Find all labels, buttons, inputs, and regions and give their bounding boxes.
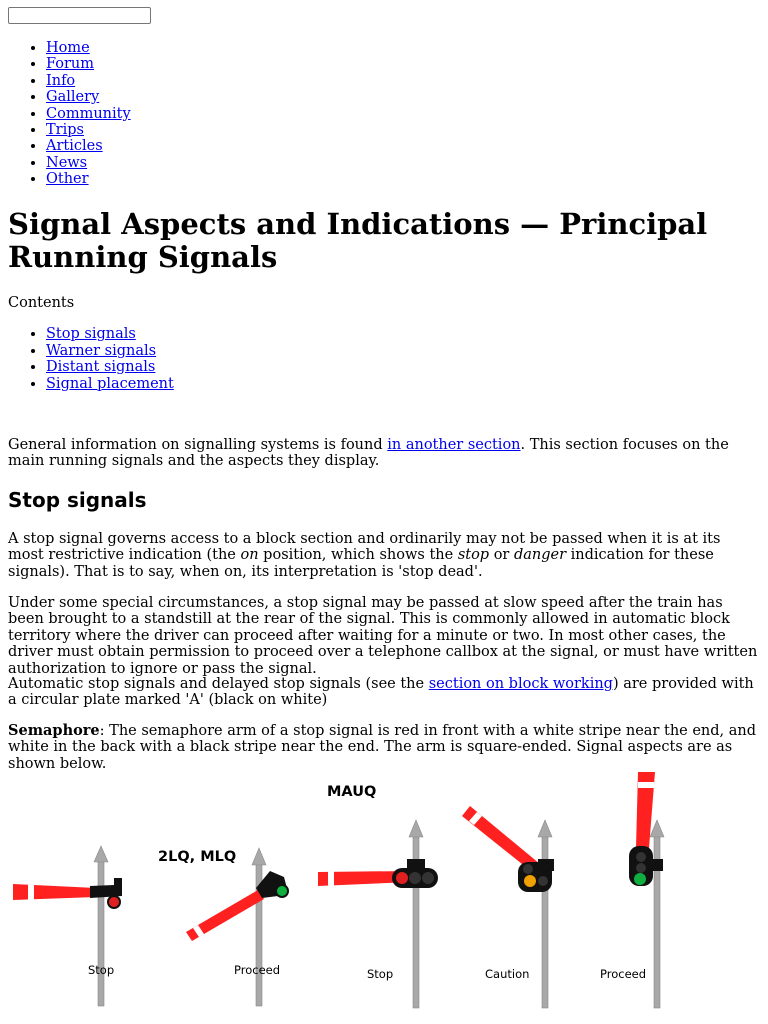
- signal-label: Caution: [485, 967, 530, 981]
- signal-label: Proceed: [234, 963, 281, 977]
- nav-item-articles: [46, 138, 131, 154]
- toc-item: [46, 343, 174, 360]
- p1-em-danger: danger: [513, 547, 567, 564]
- nav-item-info: [46, 73, 131, 89]
- nav-item-news: [46, 155, 131, 171]
- unlit-lamp: [636, 852, 646, 862]
- unlit-lamp: [636, 863, 646, 873]
- mast-finial: [252, 848, 266, 865]
- signal-label: Stop: [367, 967, 394, 981]
- group-label-mauq: MAUQ: [327, 784, 377, 800]
- green-lamp: [276, 885, 288, 897]
- mast-finial: [538, 820, 552, 837]
- toc-item: [46, 359, 174, 376]
- red-lamp: [396, 872, 408, 884]
- main-nav: [0, 40, 131, 188]
- nav-link-gallery[interactable]: Gallery: [46, 89, 100, 106]
- nav-link-info[interactable]: Info: [46, 72, 76, 89]
- nav-item-home: [46, 40, 131, 56]
- stop-paragraph-1: [8, 531, 760, 580]
- page-title: Signal Aspects and Indications — Principal Running Signals: [8, 207, 708, 274]
- nav-item-other: [46, 171, 131, 187]
- arm-stripe: [28, 885, 34, 900]
- lamp-housing: [518, 862, 552, 892]
- semaphore-diagram: [0, 768, 768, 1024]
- semaphore-signal-caution: [462, 806, 554, 1008]
- nav-link-home[interactable]: Home: [46, 40, 90, 56]
- semaphore-signal-proceed-2: [600, 772, 664, 1008]
- semaphore-signal-proceed-1: [186, 848, 288, 1006]
- nav-item-gallery: [46, 89, 131, 105]
- nav-item-forum: [46, 56, 131, 72]
- p1-text-a: A stop signal governs access to a block section and ordinarily may not be passed when it is at its most restrictive indication (the: [8, 531, 721, 564]
- search-input[interactable]: [8, 7, 151, 24]
- p1-em-on: on: [240, 547, 259, 564]
- toc-item: [46, 326, 174, 343]
- signal-label: Stop: [88, 963, 115, 977]
- p3-text-after: ) are provided with a circular plate marked 'A' (black on white): [8, 676, 754, 709]
- nav-link-other[interactable]: Other: [46, 171, 89, 188]
- intro-text-after: . This section focuses on the main running signals and the aspects they display.: [8, 437, 729, 470]
- p1-text-d: indication for these signals). That is to say, when on, its interpretation is 'stop dead'.: [8, 547, 714, 580]
- toc-item: [46, 376, 174, 393]
- table-of-contents: [0, 326, 174, 392]
- nav-item-community: [46, 106, 131, 122]
- arm-stripe: [328, 872, 334, 886]
- spectacle-plate: [90, 878, 122, 898]
- nav-link-forum[interactable]: Forum: [46, 56, 95, 73]
- stop-paragraph-3: [8, 676, 760, 709]
- signal-arm: [13, 884, 96, 900]
- signal-label: Proceed: [600, 967, 647, 981]
- unlit-lamp: [523, 864, 533, 874]
- toc-link-stop-signals[interactable]: Stop signals: [46, 326, 136, 342]
- stop-paragraph-2: Under some special circumstances, a stop signal may be passed at slow speed after the train has been brought to a standstill at the rear of the signal. This is commonly allowed in automatic block territory where the driver can proceed after waiting for a minute or two. In most other cases, the driver must obtain permission to proceed over a telephone callbox at the signal, or must have written authorization to ignore or pass the signal.: [8, 595, 758, 677]
- red-lamp: [108, 896, 120, 908]
- toc-link-warner-signals[interactable]: Warner signals: [46, 342, 157, 359]
- toc-label: Contents: [8, 295, 75, 311]
- mast-finial: [409, 820, 423, 837]
- arm-stripe: [638, 782, 654, 788]
- amber-lamp: [524, 875, 536, 887]
- p1-em-stop: stop: [457, 547, 490, 564]
- semaphore-term: Semaphore: [8, 722, 100, 739]
- unlit-lamp: [422, 872, 434, 884]
- p1-text-b: position, which shows the: [258, 547, 458, 564]
- p3-text-before: Automatic stop signals and delayed stop signals (see the: [8, 676, 429, 692]
- signal-mast: [98, 860, 104, 1006]
- nav-link-news[interactable]: News: [46, 154, 88, 171]
- semaphore-signal-stop-2: [318, 820, 438, 1008]
- stop-paragraph-4: [8, 723, 760, 772]
- intro-paragraph: [8, 437, 760, 470]
- group-label-2lq-mlq: 2LQ, MLQ: [158, 849, 237, 865]
- p4-text: : The semaphore arm of a stop signal is red in front with a white stripe near the end, and white in the back with a black stripe near the end. The arm is square-ended. Signal aspects are as shown below.: [8, 723, 757, 772]
- mast-finial: [650, 820, 664, 837]
- toc-link-distant-signals[interactable]: Distant signals: [46, 359, 156, 375]
- unlit-lamp: [409, 872, 421, 884]
- intro-link[interactable]: in another section: [387, 437, 521, 453]
- unlit-lamp: [538, 876, 548, 886]
- block-working-link[interactable]: section on block working: [428, 676, 613, 692]
- green-lamp: [634, 873, 646, 885]
- nav-link-community[interactable]: Community: [46, 105, 131, 122]
- semaphore-signal-stop-1: [13, 846, 122, 1006]
- toc-link-signal-placement[interactable]: Signal placement: [46, 375, 174, 392]
- section-heading-stop-signals: Stop signals: [8, 488, 147, 512]
- mast-finial: [94, 846, 108, 862]
- p1-text-c: or: [489, 547, 514, 564]
- intro-text-before: General information on signalling systems is found: [8, 437, 388, 453]
- nav-link-trips[interactable]: Trips: [46, 122, 84, 139]
- nav-item-trips: [46, 122, 131, 138]
- nav-link-articles[interactable]: Articles: [46, 138, 103, 155]
